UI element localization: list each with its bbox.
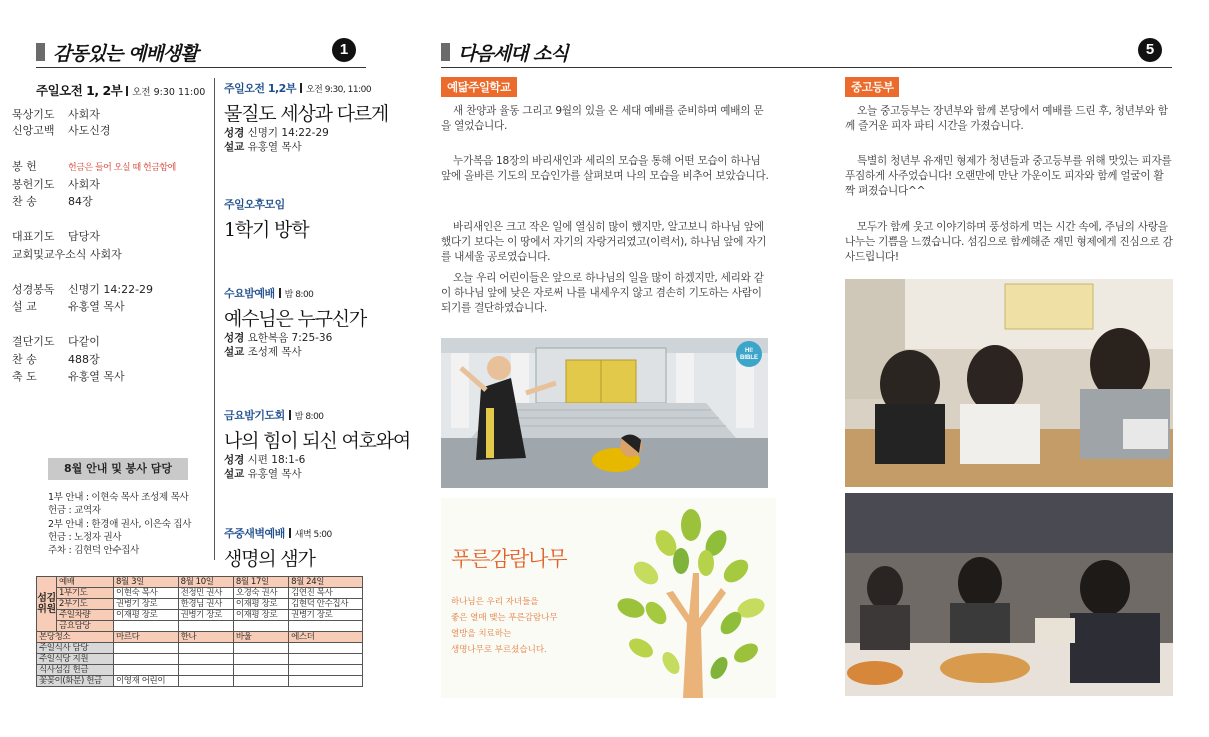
sermon-title: 예수님은 누구신가 [224,308,367,330]
section-title: 감동있는 예배생활 [53,43,198,65]
order-item: 신앙고백 사도신경 [12,124,111,137]
youth-photo-2 [845,493,1173,696]
sermon-title: 나의 힘이 되신 여호와여 [224,430,411,452]
table-row: 1부기도 이현숙 목사 전정민 권사 오경숙 권사 김연진 목사 [37,588,363,599]
order-item: 축 도 유홍열 목사 [12,370,125,383]
section-bar [36,43,45,61]
cartoon-illustration [441,338,768,488]
service-time: 밤 8:00 [294,412,324,422]
service-heading: 주일오후모임 [224,198,285,211]
kids-paragraph: 새 찬양과 율동 그리고 9월의 있을 온 세대 예배를 준비하며 예배의 문을 열었습니다. [441,105,764,132]
youth-photo-1 [845,279,1173,487]
order-item: 교회및교우소식 사회자 [12,248,122,261]
table-row: 금요담당 [37,621,363,632]
table-row: 식사섬김 헌금 [37,665,363,676]
service-time: 오전 9:30, 11:00 [305,85,372,95]
video-badge: HI! BIBLE [740,348,758,361]
order-item: 설 교 유홍열 목사 [12,300,125,313]
guide-box-title: 8월 안내 및 봉사 담당 [48,458,188,480]
olive-tree-illustration [611,503,771,698]
guide-line: 1부 안내 : 이현숙 목사 조성제 목사 [48,492,189,503]
section-header-worship [36,38,366,68]
temple-scene-illustration [441,338,768,488]
page-number: 1 [332,38,356,62]
service-block: 주일오전 1,2부 오전 9:30, 11:00 물질도 세상과 다르게 성경 신명기 14:22-29 설교 유홍열 목사 [224,80,424,154]
table-row: 본당청소 마르다 한나 바울 에스더 [37,632,363,643]
order-item: 찬 송 488장 [12,353,100,366]
sermon-title: 1학기 방학 [224,219,309,241]
section-header-nextgen [441,38,1172,68]
service-heading: 주중새벽예배 [224,527,285,540]
service-block: 금요밤기도회 밤 8:00 나의 힘이 되신 여호와여 성경 시편 18:1-6 설교 유홍열 목사 [224,407,424,481]
table-row: 주일식당 지원 [37,654,363,665]
service-time: 새벽 5:00 [294,530,332,540]
tree-card [441,498,776,698]
order-item: 찬 송 84장 [12,195,93,208]
main-service-heading [36,80,205,99]
main-service-title: 주일오전 1, 2부 [36,83,123,98]
sermon-title: 생명의 샘가 [224,548,315,570]
column-divider [214,78,215,560]
kids-paragraph: 오늘 우리 어린이들은 앞으로 하나님의 일을 많이 하겠지만, 세리와 같이 하나님 앞에 낮은 자로써 나를 내세우지 않고 겸손히 기도하는 사람이 되기를 결단하였습니다. [441,272,764,314]
guide-line: 2부 안내 : 한경애 권사, 이은숙 집사 [48,519,192,530]
tree-card-line: 열방을 치료하는 [451,629,512,639]
order-item: 성경봉독 신명기 14:22-29 [12,283,154,296]
kids-paragraph: 바리새인은 크고 작은 일에 열심히 많이 했지만, 알고보니 하나님 앞에 했다기 보다는 이 땅에서 자기의 자랑거리였고(이력서), 하나님 앞에 자기를 내세울 공로였습니다. [441,221,767,263]
youth-paragraph: 특별히 청년부 유재민 형제가 청년들과 중고등부를 위해 맛있는 피자를 푸짐하게 사주었습니다! 오랜만에 만난 가운이도 피자와 함께 얼굴이 활짝 펴졌습니다^^ [845,155,1172,197]
table-row: 꽃꽂이(화분) 헌금 이영재 어린이 [37,676,363,687]
table-row: 주일식사 담당 [37,643,363,654]
tree-card-line: 하나님은 우리 자녀들을 [451,597,539,607]
guide-line: 헌금 : 교역자 [48,505,101,516]
service-block [224,525,424,571]
service-heading: 수요밤예배 [224,287,275,300]
service-heading: 주일오전 1,2부 [224,82,296,95]
photo-pizza-party [845,493,1173,696]
kids-paragraph: 누가복음 18장의 바리새인과 세리의 모습을 통해 어떤 모습이 하나님 앞에 올바른 기도의 모습인가를 살펴보며 나의 모습을 비추어 보았습니다. [441,155,769,182]
service-block: 수요밤예배 밤 8:00 예수님은 누구신가 성경 요한복음 7:25-36 설교 조성제 목사 [224,285,424,359]
duty-table: 섬김위원 예배 8월 3일 8월 10일 8월 17일 8월 24일 1부기도 이현숙 목사 전정민 권사 오경숙 권사 김연진 목사 2부기도 권병기 장로 한경님 권사 이재평 장로 김현덕 안수집사 주일차량 이재평 장로 권병기 장로 이재평 장로 권병기 장로 금요담당 본당청소 마르다 한나 바울 에스더 주일식사 담당 주일식당 지원 식사섬김 헌금 꽃꽂이(화분) 헌금 이영재 어린이 [36,576,363,687]
main-service-time: 오전 9:30 11:00 [132,87,206,98]
tag-kids: 예닮주일학교 [441,77,517,97]
tree-card-title: 푸른감람나무 [451,547,567,571]
youth-paragraph: 오늘 중고등부는 장년부와 함께 본당에서 예배를 드린 후, 청년부와 함께 즐거운 피자 파티 시간을 가졌습니다. [845,105,1168,132]
section-bar [441,43,450,61]
order-item: 봉 헌 헌금은 들어 오실 때 헌금함에 [12,160,176,173]
order-item: 대표기도 담당자 [12,230,100,243]
section-title: 다음세대 소식 [458,43,568,65]
tree-card-line: 좋은 열매 맺는 푸른감람나무 [451,613,558,623]
sermon-title: 물질도 세상과 다르게 [224,103,389,125]
committee-label: 섬김위원 [37,577,57,632]
youth-paragraph: 모두가 함께 웃고 이야기하며 풍성하게 먹는 시간 속에, 주님의 사랑을 나누는 기쁨을 느꼈습니다. 섬김으로 함께해준 재민 형제에게 진심으로 감사드립니다! [845,221,1173,263]
service-time: 밤 8:00 [284,290,314,300]
guide-line: 주차 : 김현덕 안수집사 [48,545,139,556]
tag-youth: 중고등부 [845,77,899,97]
table-row: 2부기도 권병기 장로 한경님 권사 이재평 장로 김현덕 안수집사 [37,599,363,610]
photo-students-with-phones [845,279,1173,487]
service-heading: 금요밤기도회 [224,409,285,422]
table-row: 주일차량 이재평 장로 권병기 장로 이재평 장로 권병기 장로 [37,610,363,621]
tree-card-line: 생명나무로 부르셨습니다. [451,645,547,655]
guide-line: 헌금 : 노정자 권사 [48,532,122,543]
service-block [224,196,424,242]
order-item: 묵상기도 사회자 [12,108,100,121]
order-item: 결단기도 다같이 [12,335,100,348]
page-number: 5 [1138,38,1162,62]
order-item: 봉헌기도 사회자 [12,178,100,191]
